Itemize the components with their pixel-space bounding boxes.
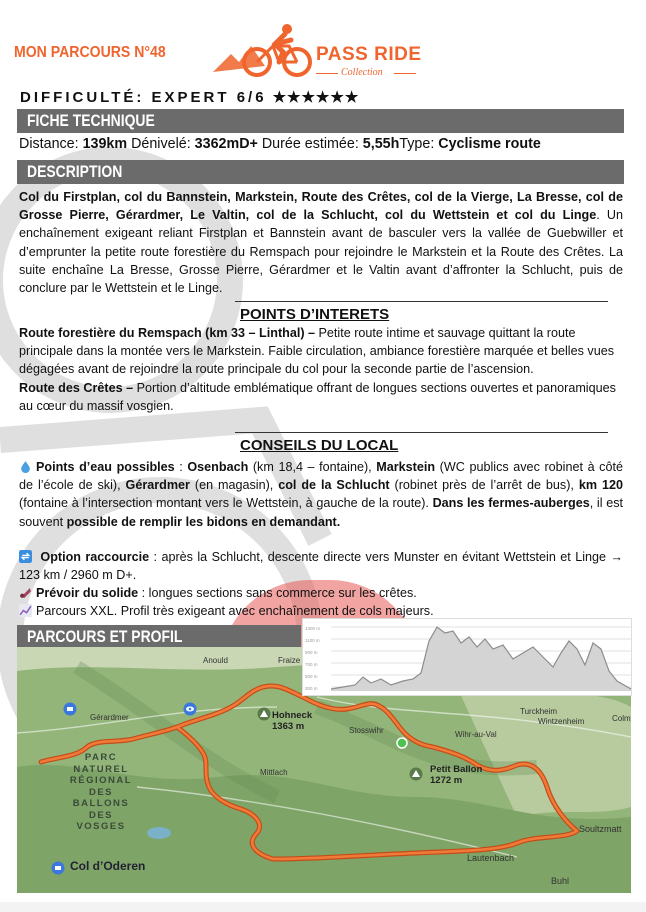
col-oderen-label: Col d’Oderen xyxy=(70,859,146,873)
water-place: Osenbach xyxy=(187,460,249,474)
section-title: DESCRIPTION xyxy=(27,162,123,181)
description-cols: Col du Firstplan, col du Bannstein, Markstein, Route des Crêtes, col de la Vierge, La Bresse, col de Grosse Pierre, Gérardmer, Le Valtin, col de la Schlucht, col du Wettstein et col du Linge xyxy=(19,190,623,223)
peak-name: Petit Ballon xyxy=(430,764,483,775)
water-text: (WC publics avec robinet à côté de l’école de ski), xyxy=(19,460,623,493)
point-remspach-text: Petite route intime et sauvage quittant la route principale dans la montée vers le Markstein. Faible circulation, ambiance forestière marquée et belles vues dégagées avant de rejoindre la route principale du col pour la seconde partie de l’ascension. xyxy=(19,326,614,377)
elevation-tick: 700 m xyxy=(305,662,318,667)
cyclist-icon xyxy=(213,24,323,82)
elevation-chart xyxy=(303,619,633,697)
poi-camera-icon[interactable] xyxy=(63,702,77,716)
elevation-tick: 500 m xyxy=(305,674,318,679)
map-label: Wintzenheim xyxy=(538,717,585,726)
chart-icon xyxy=(19,604,32,617)
water-title: Points d’eau possibles xyxy=(36,460,175,474)
elevation-tick: 1300 m xyxy=(305,626,321,631)
logo-subtitle: Collection xyxy=(341,67,383,78)
tech-specs xyxy=(19,136,541,152)
peak-altitude: 1272 m xyxy=(430,775,463,786)
map-label: Buhl xyxy=(551,876,570,886)
difficulty-label: DIFFICULTÉ: EXPERT 6/6 xyxy=(20,89,267,106)
section-parcours-profil xyxy=(17,625,301,649)
map-label: Soultzmatt xyxy=(579,824,622,834)
logo-divider-left xyxy=(316,73,338,74)
parcours-number: MON PARCOURS N°48 xyxy=(14,44,166,61)
elevation-axis xyxy=(305,623,320,695)
water-place: col de la Schlucht xyxy=(278,478,390,493)
map-label: Anould xyxy=(203,656,228,665)
type-label: Type: xyxy=(399,136,439,152)
difficulty-line xyxy=(20,88,359,106)
solide-text: : longues sections sans commerce sur les crêtes. xyxy=(138,586,417,600)
conseil-water xyxy=(19,458,623,531)
water-text: (en magasin), xyxy=(189,478,279,493)
section-title: FICHE TECHNIQUE xyxy=(27,111,155,130)
distance-value: 139km xyxy=(82,136,128,152)
summit-icon[interactable] xyxy=(409,767,423,781)
food-icon xyxy=(19,586,32,599)
elevation-tick: 300 m xyxy=(305,686,318,691)
shortcut-icon xyxy=(19,550,32,563)
type-value: Cyclisme route xyxy=(438,136,541,152)
map-label: Lautenbach xyxy=(467,853,515,863)
divider xyxy=(235,301,608,302)
pass-ride-logo xyxy=(213,24,463,82)
water-text: (km 18,4 – fontaine), xyxy=(248,460,377,474)
map-label: Fraize xyxy=(278,656,301,665)
difficulty-stars: ★★★★★★ xyxy=(272,89,360,106)
description-text xyxy=(19,188,623,297)
water-place: Markstein xyxy=(376,460,436,474)
option-title: Option raccourcie xyxy=(40,550,150,564)
header xyxy=(0,0,646,85)
map-label: Gérardmer xyxy=(90,713,129,722)
option-text: : après la Schlucht, descente directe vers Munster en évitant Wettstein et Linge → 123 km / 2960 m D+. xyxy=(19,550,624,583)
water-text: (robinet près de l’arrêt de bus), xyxy=(389,478,579,493)
elevation-tick: 1100 m xyxy=(305,638,320,643)
duree-value: 5,55h xyxy=(362,136,400,152)
water-drop-icon xyxy=(19,460,32,473)
divider xyxy=(235,432,608,433)
water-place: Dans les fermes-auberges xyxy=(432,496,590,511)
map-label: Turckheim xyxy=(520,707,558,716)
conseil-solide xyxy=(19,584,623,602)
peak-name: Hohneck xyxy=(272,710,313,721)
conseil-option xyxy=(19,548,623,584)
section-fiche-technique xyxy=(17,109,624,133)
park-label: PARC NATUREL RÉGIONAL DES BALLONS DES VOSGES xyxy=(69,752,133,832)
map-label: Stosswihr xyxy=(349,726,384,735)
map-label: Colm xyxy=(612,714,631,723)
denivele-value: 3362mD+ xyxy=(194,136,258,152)
logo-name: PASS RIDE xyxy=(316,44,422,65)
water-place: km 120 xyxy=(578,478,623,493)
water-text: (fontaine à l’intersection montant vers le Wettstein, à gauche de la route). xyxy=(19,496,433,511)
point-remspach-title: Route forestière du Remspach (km 33 – Linthal) – xyxy=(19,326,316,340)
peak-petit-ballon xyxy=(430,764,482,786)
distance-label: Distance: xyxy=(19,136,83,152)
elevation-profile xyxy=(302,618,632,696)
map-label: Mittlach xyxy=(260,768,288,777)
water-text: : xyxy=(174,460,188,474)
water-note: possible de remplir les bidons en demandant. xyxy=(66,514,341,529)
peak-altitude: 1363 m xyxy=(272,721,305,732)
point-cretes-title: Route des Crêtes – xyxy=(19,380,134,395)
summit-icon[interactable] xyxy=(257,707,271,721)
point-cretes-text: Portion d’altitude emblématique offrant de longues sections ouvertes et panoramiques au cœur du massif vosgien. xyxy=(19,380,616,413)
elevation-tick: 900 m xyxy=(305,650,318,655)
section-title: PARCOURS ET PROFIL xyxy=(27,627,183,646)
section-description xyxy=(17,160,624,184)
xxl-text: Parcours XXL. Profil très exigeant avec enchaînement de cols majeurs. xyxy=(36,604,434,618)
denivele-label: Dénivelé: xyxy=(127,136,195,152)
point-remspach xyxy=(19,324,623,415)
conseils-title: CONSEILS DU LOCAL xyxy=(240,437,399,454)
description-body: . Un enchaînement exigeant reliant Firstplan et Bannstein avant de basculer vers la vallée de Guebwiller et d’emprunter la petite route forestière du Remspach pour rejoindre le Markstein et la Route des Crêtes. La suite enchaîne La Bresse, Grosse Pierre, Gérardmer et le Valtin avant d’affronter la Schlucht, puis de conclure par le Wettstein et le Linge. xyxy=(19,208,623,296)
duree-label: Durée estimée: xyxy=(257,136,363,152)
peak-hohneck xyxy=(272,710,312,732)
solide-title: Prévoir du solide xyxy=(36,586,139,600)
water-place: Gérardmer xyxy=(125,478,190,493)
map-label: Wihr-au-Val xyxy=(455,730,497,739)
logo-divider-right xyxy=(394,73,416,74)
points-title: POINTS D’INTERETS xyxy=(240,306,390,323)
poi-camera-icon[interactable] xyxy=(51,861,65,875)
poi-viewpoint-icon[interactable] xyxy=(183,702,197,716)
water-text: , il est souvent xyxy=(19,496,624,529)
page-bottom-strip xyxy=(0,902,646,912)
